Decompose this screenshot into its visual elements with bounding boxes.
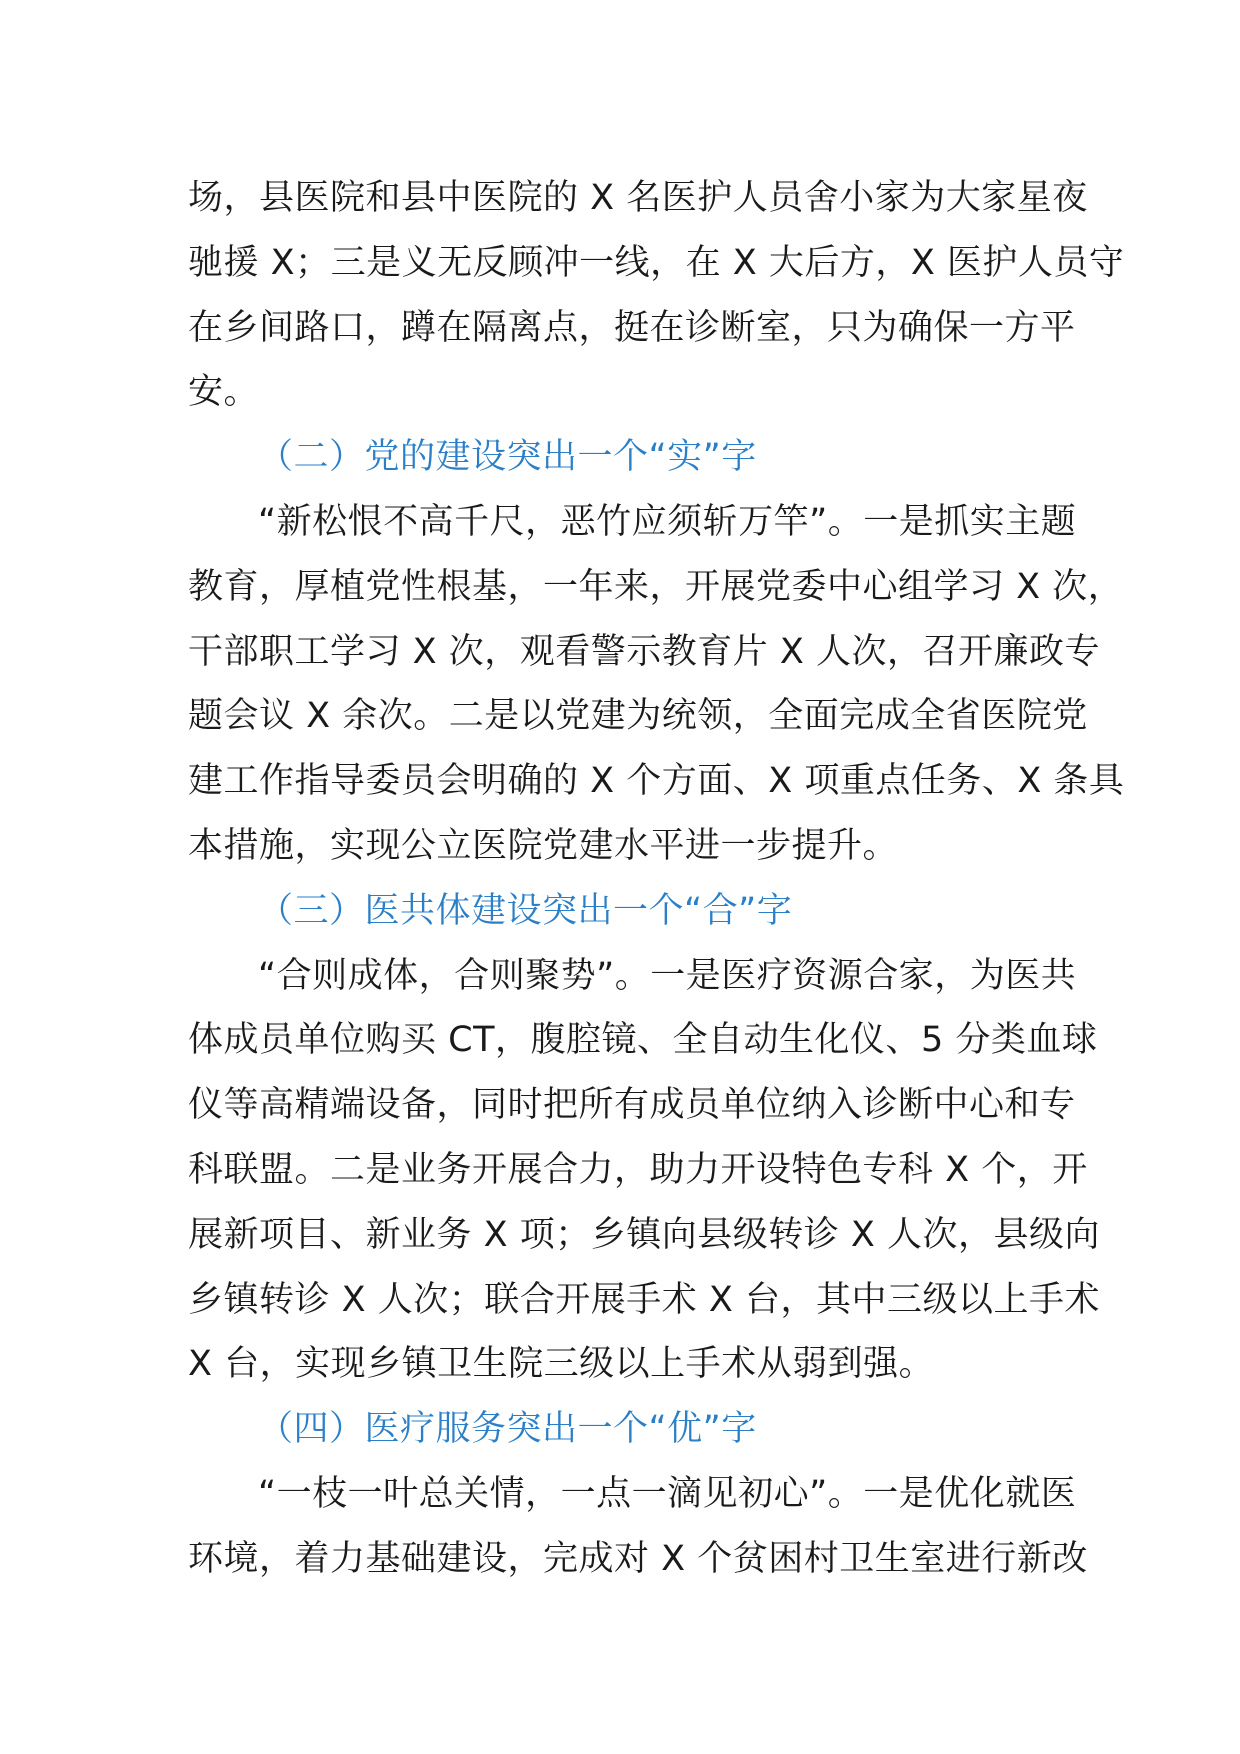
- paragraph-line: 场，县医院和县中医院的 X 名医护人员舍小家为大家星夜: [188, 178, 1088, 218]
- paragraph-first-line: “一枝一叶总关情，一点一滴见初心”。一是优化就医: [258, 1473, 1077, 1514]
- paragraph-line: 环境，着力基础建设，完成对 X 个贫困村卫生室进行新改: [188, 1538, 1088, 1579]
- paragraph-line: 安。: [188, 372, 260, 413]
- paragraph-line: 展新项目、新业务 X 项；乡镇向县级转诊 X 人次，县级向: [188, 1214, 1100, 1255]
- paragraph-line: 驰援 X；三是义无反顾冲一线，在 X 大后方，X 医护人员守: [188, 242, 1125, 283]
- document-body: [188, 166, 1125, 1592]
- paragraph-line: 乡镇转诊 X 人次；联合开展手术 X 台，其中三级以上手术: [188, 1279, 1100, 1320]
- paragraph-line: 体成员单位购买 CT，腹腔镜、全自动生化仪、5 分类血球: [188, 1020, 1098, 1061]
- section-heading-3: （三）医共体建设突出一个“合”字: [258, 890, 793, 931]
- paragraph-line: 建工作指导委员会明确的 X 个方面、X 项重点任务、X 条具: [188, 761, 1125, 802]
- paragraph-line: X 台，实现乡镇卫生院三级以上手术从弱到强。: [188, 1344, 935, 1385]
- paragraph-first-line: “新松恨不高千尺，恶竹应须斩万竿”。一是抓实主题: [258, 501, 1077, 542]
- paragraph-line: 题会议 X 余次。二是以党建为统领，全面完成全省医院党: [188, 696, 1088, 737]
- section-heading-4: （四）医疗服务突出一个“优”字: [258, 1409, 757, 1450]
- paragraph-line: 本措施，实现公立医院党建水平进一步提升。: [188, 825, 899, 866]
- section-heading-2: （二）党的建设突出一个“实”字: [258, 437, 757, 478]
- paragraph-line: 科联盟。二是业务开展合力，助力开设特色专科 X 个，开: [188, 1149, 1088, 1190]
- paragraph-line: 仪等高精端设备，同时把所有成员单位纳入诊断中心和专: [188, 1085, 1076, 1126]
- paragraph-line: 干部职工学习 X 次，观看警示教育片 X 人次，召开廉政专: [188, 631, 1100, 672]
- paragraph-line: 教育，厚植党性根基，一年来，开展党委中心组学习 X 次，: [188, 566, 1124, 607]
- paragraph-first-line: “合则成体，合则聚势”。一是医疗资源合家，为医共: [258, 955, 1077, 996]
- paragraph-line: 在乡间路口，蹲在隔离点，挺在诊断室，只为确保一方平: [188, 307, 1076, 348]
